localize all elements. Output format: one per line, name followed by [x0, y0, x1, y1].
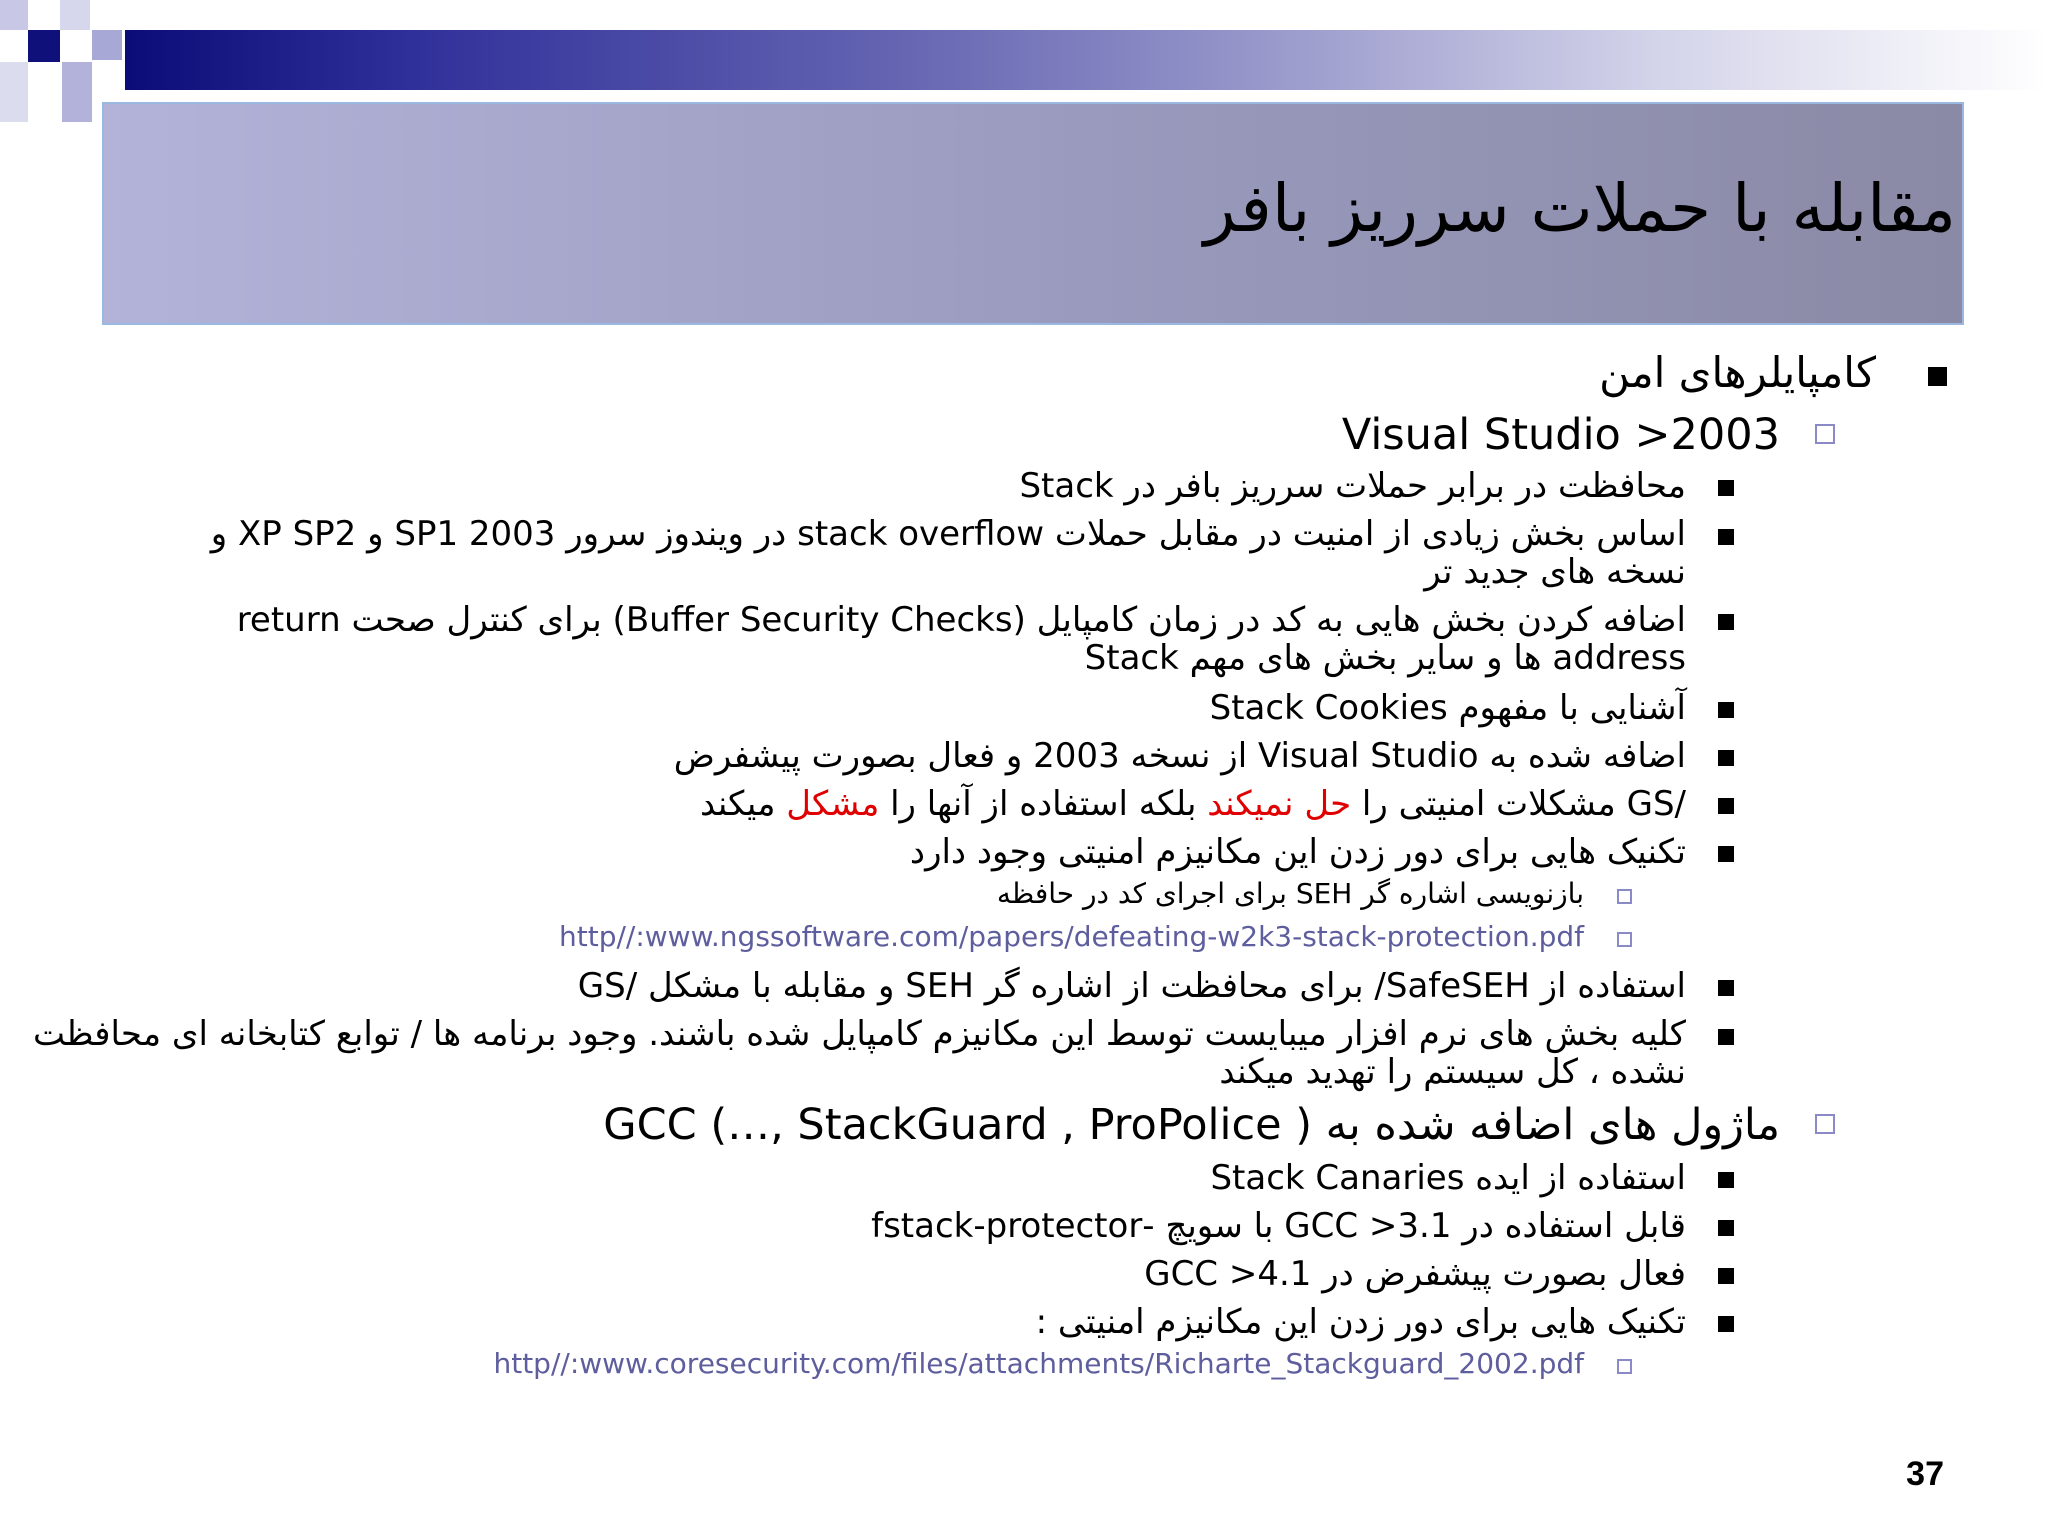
gcc-item: فعال بصورت پیشفرض در GCC >4.1: [1144, 1254, 1686, 1294]
bullet-square: [1718, 1220, 1734, 1236]
gcc-item: تکنیک هایی برای دور زدن این مکانیزم امنیتی :: [1035, 1302, 1686, 1342]
vs-item: تکنیک هایی برای دور زدن این مکانیزم امنیتی وجود دارد: [909, 832, 1686, 872]
gcc-item: قابل استفاده در GCC >3.1 با سویچ -fstack-protector: [871, 1206, 1686, 1246]
bullet-square: [1718, 750, 1734, 766]
bullet-hollow: [1617, 932, 1632, 947]
page-number: 37: [1906, 1455, 1944, 1493]
gs-text-part: بلکه استفاده از آنها را: [879, 784, 1208, 824]
corner-square: [28, 30, 60, 62]
topic-heading: کامپایلرهای امن: [1599, 348, 1876, 397]
reference-link[interactable]: http//:www.ngssoftware.com/papers/defeating-w2k3-stack-protection.pdf: [558, 920, 1584, 953]
bullet-square: [1928, 367, 1947, 386]
vs-item: استفاده از SafeSEH/ برای محافظت از اشاره گر SEH و مقابله با مشکل /GS: [577, 966, 1686, 1006]
reference-link[interactable]: http//:www.coresecurity.com/files/attachments/Richarte_Stackguard_2002.pdf: [493, 1347, 1584, 1380]
bullet-square: [1718, 798, 1734, 814]
bullet-square: [1718, 846, 1734, 862]
bullet-square: [1718, 1172, 1734, 1188]
vs-item: اضافه کردن بخش هایی به کد در زمان کامپایل (Buffer Security Checks) برای کنترل صحت return: [236, 600, 1686, 640]
corner-square: [92, 30, 122, 60]
vs-item-cont: address ها و سایر بخش های مهم Stack: [1084, 638, 1686, 678]
vs-item-gs: [700, 784, 1686, 824]
gs-red-text: حل نمیکند: [1207, 784, 1352, 824]
bullet-square: [1718, 614, 1734, 630]
vs-item: آشنایی با مفهوم Stack Cookies: [1209, 688, 1686, 728]
gs-text-part: میکند: [700, 784, 787, 824]
vs-item: اساس بخش زیادی از امنیت در مقابل حملات stack overflow در ویندوز سرور 2003 SP1 و XP SP2 و: [210, 514, 1686, 554]
vs-item-cont: نشده ، کل سیستم را تهدید میکند: [1219, 1052, 1686, 1092]
bullet-square: [1718, 480, 1734, 496]
corner-square: [0, 62, 28, 122]
gs-text-part: /GS مشکلات امنیتی را: [1351, 784, 1686, 824]
bullet-hollow: [1815, 1114, 1835, 1134]
vs-item: محافظت در برابر حملات سرریز بافر در Stack: [1019, 466, 1686, 506]
slide-title: مقابله با حملات سرریز بافر: [1203, 170, 1956, 247]
bullet-square: [1718, 702, 1734, 718]
bullet-square: [1718, 1268, 1734, 1284]
vs-item-cont: نسخه های جدید تر: [1424, 552, 1686, 592]
corner-square: [60, 0, 90, 30]
gcc-item: استفاده از ایده Stack Canaries: [1210, 1158, 1686, 1198]
vs-item: کلیه بخش های نرم افزار میبایست توسط این مکانیزم کامپایل شده باشند. وجود برنامه ها / توابع کتابخانه ای محافظت: [32, 1014, 1686, 1054]
gs-red-text: مشکل: [786, 784, 880, 824]
vs-subitem: بازنویسی اشاره گر SEH برای اجرای کد در حافظه: [996, 877, 1584, 910]
vs-item: اضافه شده به Visual Studio از نسخه 2003 و فعال بصورت پیشفرض: [673, 736, 1686, 776]
bullet-square: [1718, 1029, 1734, 1045]
top-gradient-bar: [125, 30, 2048, 90]
bullet-square: [1718, 980, 1734, 996]
vs-heading: Visual Studio >2003: [1341, 410, 1780, 460]
corner-square: [62, 62, 92, 122]
bullet-square: [1718, 1316, 1734, 1332]
corner-square: [0, 0, 28, 30]
bullet-square: [1718, 529, 1734, 545]
gcc-heading: ماژول های اضافه شده به GCC (…, StackGuard , ProPolice ): [603, 1100, 1780, 1150]
bullet-hollow: [1617, 889, 1632, 904]
bullet-hollow: [1815, 424, 1835, 444]
bullet-hollow: [1617, 1359, 1632, 1374]
